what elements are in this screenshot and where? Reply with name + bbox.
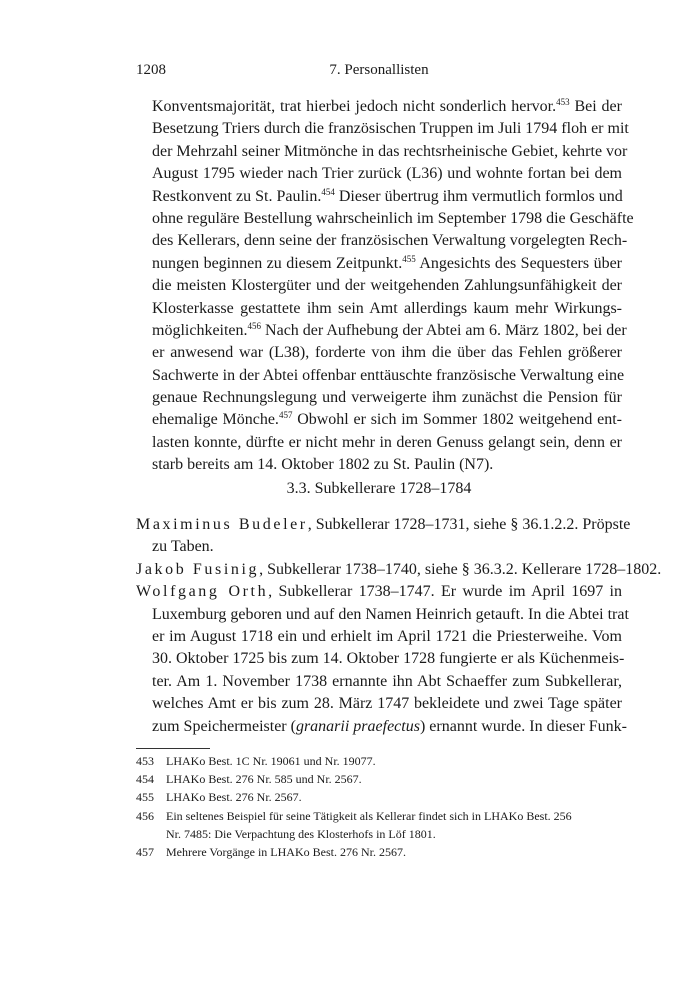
person-entries xyxy=(136,514,662,738)
footnote-text: Ein seltenes Beispiel für seine Tätigkeit als Kellerar findet sich in LHAKo Best. 256 xyxy=(166,808,572,823)
paragraph-line: er anwesend war (L38), forderte von ihm die über das Fehlen größerer xyxy=(152,344,622,362)
footnote-number: 457 xyxy=(136,845,154,860)
footnote-text: LHAKo Best. 1C Nr. 19061 und Nr. 19077. xyxy=(166,754,376,768)
footnote-number: 455 xyxy=(136,790,154,805)
entry-line: 30. Oktober 1725 bis zum 14. Oktober 1728 fungierte er als Küchenmeis- xyxy=(152,650,625,668)
entry-first-line: Jakob Fusinig, Subkellerar 1738–1740, siehe § 36.3.2. Kellerare 1728–1802. xyxy=(136,560,662,578)
entry-line: er im August 1718 ein und erhielt im April 1721 die Priesterweihe. Vom xyxy=(152,627,622,645)
footnote-ref[interactable]: 457 xyxy=(278,410,293,421)
footnote xyxy=(136,843,622,861)
paragraph-line: der Mehrzahl seiner Mitmönche in das rechtsrheinische Gebiet, kehrte vor xyxy=(152,142,628,160)
footnote-ref[interactable]: 456 xyxy=(247,320,262,331)
person-name: Jakob Fusinig xyxy=(136,560,260,578)
footnote-text: Mehrere Vorgänge in LHAKo Best. 276 Nr. 2567. xyxy=(166,845,406,860)
body-paragraph xyxy=(152,96,634,477)
entry-line: zu Taben. xyxy=(152,538,214,556)
person-entry xyxy=(136,581,629,738)
paragraph-line: ohne reguläre Bestellung wahrscheinlich im September 1798 die Geschäfte xyxy=(152,209,634,227)
footnote-ref[interactable]: 453 xyxy=(556,97,570,107)
person-entry xyxy=(136,514,631,559)
person-entry xyxy=(136,559,662,581)
person-name: Maximinus Budeler xyxy=(136,516,308,533)
paragraph-line: August 1795 wieder nach Trier zurück (L36) und wohnte fortan bei dem xyxy=(152,165,622,183)
entry-first-line: Maximinus Budeler, Subkellerar 1728–1731, siehe § 36.1.2.2. Pröpste xyxy=(136,516,631,533)
footnote xyxy=(136,807,622,825)
paragraph-line: die meisten Klostergüter und der weitgehenden Zahlungsunfähigkeit der xyxy=(152,277,622,295)
paragraph-line: lasten konnte, dürfte er nicht mehr in deren Genuss gelangt sein, denn er xyxy=(152,433,622,451)
footnote-continuation: Nr. 7485: Die Verpachtung des Klosterhofs in Löf 1801. xyxy=(166,826,436,841)
paragraph-line: Sachwerte in der Abtei offenbar enttäuschte französische Verwaltung eine xyxy=(152,366,625,384)
chapter-title: 7. Personallisten xyxy=(329,62,429,78)
paragraph-line: ehemalige Mönche.$^{457}$ Obwohl er sich im Sommer 1802 weitgehend ent- xyxy=(152,410,622,429)
footnote-ref[interactable]: 455 xyxy=(402,253,416,264)
person-name: Wolfgang Orth xyxy=(136,583,269,601)
footnote-ref[interactable]: 454 xyxy=(321,186,335,197)
footnote-number: 456 xyxy=(136,808,154,823)
footnote-separator xyxy=(136,748,210,749)
footnote-number: 454 xyxy=(136,772,154,787)
footnote-number: 453 xyxy=(136,754,154,768)
entry-line: zum Speichermeister (granarii praefectus) ernannt wurde. In dieser Funk- xyxy=(152,717,627,735)
footnote xyxy=(136,770,622,788)
section-heading: 3.3. Subkellerare 1728–1784 xyxy=(286,480,472,497)
footnote-text: LHAKo Best. 276 Nr. 2567. xyxy=(166,790,302,805)
entry-first-line: Wolfgang Orth, Subkellerar 1738–1747. Er wurde im April 1697 in xyxy=(136,583,622,601)
running-head xyxy=(136,62,622,84)
paragraph-line: Konventsmajorität, trat hierbei jedoch nicht sonderlich hervor.$^{453}$ Bei der xyxy=(152,97,622,115)
paragraph-line: starb bereits am 14. Oktober 1802 zu St. Paulin (N7). xyxy=(152,456,494,474)
paragraph-line: nungen beginnen zu diesem Zeitpunkt.$^{455}$ Angesichts des Sequesters über xyxy=(152,253,622,272)
paragraph-line: möglichkeiten.$^{456}$ Nach der Aufhebung der Abtei am 6. März 1802, bei der xyxy=(152,320,627,339)
latin-term: granarii praefectus xyxy=(295,717,420,735)
footnote xyxy=(136,752,622,770)
paragraph-line: Restkonvent zu St. Paulin.$^{454}$ Dieser übertrug ihm vermutlich formlos und xyxy=(152,186,623,205)
paragraph-line: Besetzung Triers durch die französischen Truppen im Juli 1794 floh er mit xyxy=(152,120,629,138)
paragraph-line: genaue Rechnungslegung und verweigerte ihm zunächst die Pension für xyxy=(152,389,622,407)
page-number: 1208 xyxy=(136,62,166,78)
entry-line: ter. Am 1. November 1738 ernannte ihn Abt Schaeffer zum Subkellerar, xyxy=(152,672,622,690)
entry-line: Luxemburg geboren und auf den Namen Heinrich getauft. In die Abtei trat xyxy=(152,605,629,623)
footnote-text: LHAKo Best. 276 Nr. 585 und Nr. 2567. xyxy=(166,772,362,787)
paragraph-line: des Kellerars, denn seine der französischen Verwaltung vorgelegten Rech- xyxy=(152,232,628,250)
paragraph-line: Klosterkasse gestattete ihm sein Amt allerdings kaum mehr Wirkungs- xyxy=(152,299,622,317)
entry-line: welches Amt er bis zum 28. März 1747 bekleidete und zwei Tage später xyxy=(152,695,622,713)
footnotes xyxy=(136,752,622,861)
footnote xyxy=(136,788,622,806)
